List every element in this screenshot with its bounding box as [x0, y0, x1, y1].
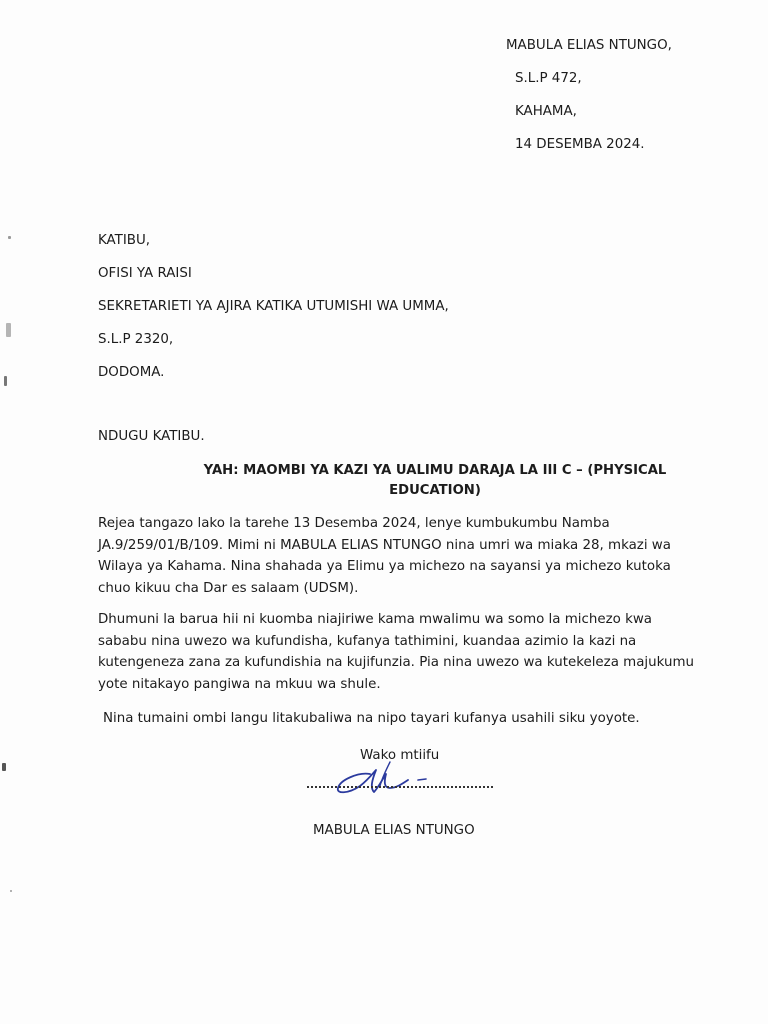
handwritten-signature — [330, 758, 440, 800]
sender-po-box: S.L.P 472, — [515, 71, 582, 86]
body-paragraph: Nina tumaini ombi langu litakubaliwa na nipo tayari kufanya usahili siku yoyote. — [103, 711, 640, 726]
subject-line: YAH: MAOMBI YA KAZI YA UALIMU DARAJA LA III C – (PHYSICAL — [203, 463, 667, 478]
recipient-line: OFISI YA RAISI — [98, 266, 192, 281]
recipient-line: DODOMA. — [98, 365, 165, 380]
scan-edge-mark — [2, 763, 6, 771]
scan-edge-mark — [8, 236, 11, 239]
scan-edge-mark — [4, 376, 7, 386]
recipient-line: KATIBU, — [98, 233, 151, 248]
salutation: NDUGU KATIBU. — [98, 429, 205, 444]
subject-heading — [170, 461, 700, 501]
recipient-address — [98, 232, 449, 397]
sender-name: MABULA ELIAS NTUNGO, — [506, 38, 672, 53]
body-paragraph: Dhumuni la barua hii ni kuomba niajiriwe kama mwalimu wa somo la michezo kwa sababu nina uwezo wa kufundisha, kufanya tathimini, kuandaa azimio la kazi na kutengeneza zana za kufundishia na kujifunzia. Pia nina uwezo wa kutekeleza majukumu yote nitakayo pangiwa na mkuu wa shule. — [98, 612, 694, 692]
body-paragraph: Rejea tangazo lako la tarehe 13 Desemba 2024, lenye kumbukumbu Namba JA.9/259/01/B/109. Mimi ni MABULA ELIAS NTUNGO nina umri wa miaka 28, mkazi wa Wilaya ya Kahama. Nina shahada ya Elimu ya michezo na sayansi ya michezo kutoka chuo kikuu cha Dar es salaam (UDSM). — [98, 516, 671, 596]
scan-edge-mark — [6, 323, 11, 337]
scan-edge-mark — [10, 890, 12, 892]
recipient-line: S.L.P 2320, — [98, 332, 174, 347]
sender-address — [506, 37, 672, 156]
sender-town: KAHAMA, — [515, 104, 577, 119]
signer-name: MABULA ELIAS NTUNGO — [313, 823, 475, 838]
valediction: Wako mtiifu — [360, 748, 440, 763]
subject-line: EDUCATION) — [389, 483, 481, 498]
signature-line — [307, 786, 493, 788]
letter-date: 14 DESEMBA 2024. — [515, 137, 645, 152]
recipient-line: SEKRETARIETI YA AJIRA KATIKA UTUMISHI WA UMMA, — [98, 299, 449, 314]
